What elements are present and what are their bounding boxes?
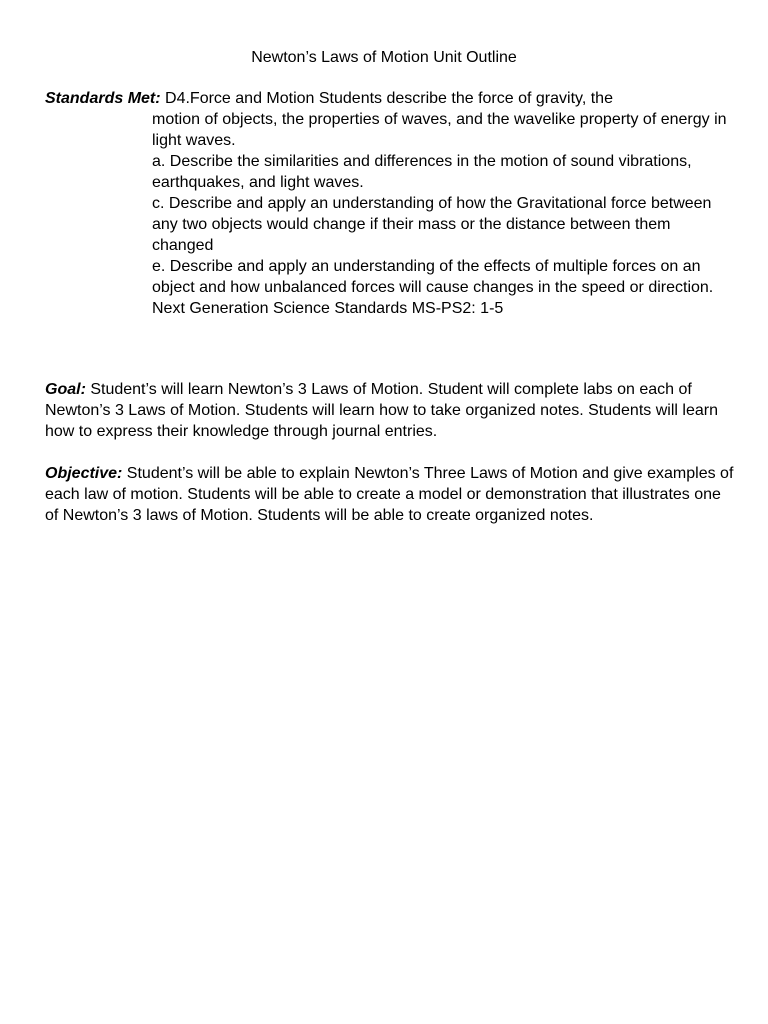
objective-paragraph <box>45 463 735 526</box>
standards-first-line <box>45 88 735 109</box>
standards-label-colon: : <box>155 90 161 107</box>
standard-item-a: a. Describe the similarities and differences in the motion of sound vibrations, earthquakes, and light waves. <box>152 153 692 191</box>
goal-paragraph <box>45 379 735 442</box>
objective-section <box>45 463 735 526</box>
goal-label: Goal: <box>45 381 86 398</box>
objective-text: Student’s will be able to explain Newton’s Three Laws of Motion and give examples of each law of motion. Students will be able to create a model or demonstration that illustrates one of Newton’s 3 laws of Motion. Students will be able to create organized notes. <box>45 465 734 524</box>
goal-section <box>45 379 735 442</box>
standards-indented-block <box>152 109 735 319</box>
standards-lead-continued: motion of objects, the properties of waves, and the wavelike property of energy in light waves. <box>152 111 727 149</box>
goal-text: Student’s will learn Newton’s 3 Laws of Motion. Student will complete labs on each of Newton’s 3 Laws of Motion. Students will learn how to take organized notes. Students will learn how to express their knowledge through journal entries. <box>45 381 718 440</box>
standards-lead-text: D4.Force and Motion Students describe the force of gravity, the <box>160 90 613 107</box>
objective-label: Objective: <box>45 465 123 482</box>
standard-item-e: e. Describe and apply an understanding of the effects of multiple forces on an object and how unbalanced forces will cause changes in the speed or direction. <box>152 258 714 296</box>
standard-item-c: c. Describe and apply an understanding of how the Gravitational force between any two objects would change if their mass or the distance between them changed <box>152 195 712 254</box>
standards-section <box>45 88 735 319</box>
standards-label <box>45 90 161 107</box>
ngss-standard: Next Generation Science Standards MS-PS2: 1-5 <box>152 300 504 317</box>
document-title: Newton’s Laws of Motion Unit Outline <box>251 49 517 66</box>
standards-label-text: Standards Met <box>45 90 156 107</box>
